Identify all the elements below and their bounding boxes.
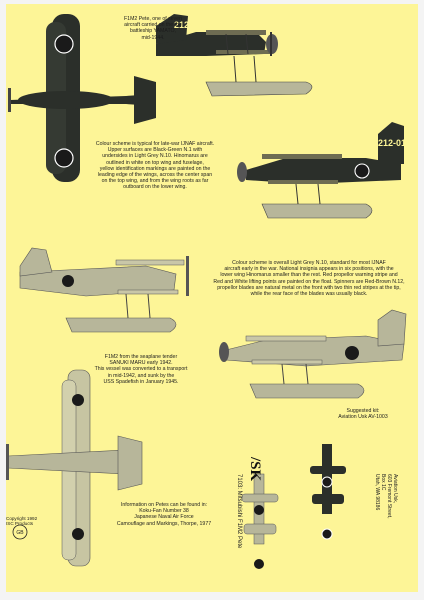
caption-suggested-kit: Suggested kit: Aviation Usk AV-1003 — [338, 408, 388, 421]
tail-code-2: 212-01 — [378, 138, 407, 148]
decal-sheet — [6, 4, 418, 592]
product-title-vertical: 7103: Mitsubishi F1M2 Pete — [236, 474, 242, 549]
front-view-dark — [310, 444, 346, 539]
gb-logo-text: GB — [16, 530, 24, 536]
copyright: Copyright 1992 ISC Products — [6, 516, 38, 527]
side-view-dark-2 — [237, 122, 407, 218]
plan-view-grey — [6, 370, 142, 566]
caption-lower-plan: F1M2 from the seaplane tender SANUKI MARU early 1942. This vessel was converted to a transport in mid-1942, and sunk by the USS Spadefish in January 1945. — [94, 354, 188, 385]
address-block: Aviation Usk, 603 Fremont Street, Box 1C Utah, WA 98186 — [374, 474, 398, 519]
side-view-grey-2 — [219, 310, 406, 398]
tail-code-1: 212-01 — [174, 20, 203, 30]
caption-info: Information on Petes can be found in: Koku-Fan Number 38 Japanese Naval Air Force Camouflage and Markings, Thorpe, 1977 — [116, 502, 212, 527]
caption-top-plan: F1M2 Pete, one of seven aircraft carried on the the battleship YAMATO, mid-1944. — [124, 16, 182, 41]
brand-logo: /SK — [247, 457, 263, 482]
gb-logo — [13, 525, 27, 539]
front-view-grey — [242, 474, 278, 569]
caption-colour-scheme-b: Colour scheme is overall Light Grey N.10, standard for most IJNAF aircraft early in the war. National insignia appears in six positions, with the lower wing Hinomarus smaller than the rest. Red propellor warning stripe and Red and White lifting points are painted on the float. Spinners are Red-Brown N.12, propellor blades are natural metal on the front with two thin red stripes at the tip, while the rear face of the blades was usually black. — [213, 260, 405, 298]
caption-colour-scheme-a: Colour scheme is typical for late-war IJNAF aircraft. Upper surfaces are Black-Green N.1 with undersides in Light Grey N.10. Hinomarus are outlined in white on top wing and fuselage, yellow identification markings are painted on the leading edge of the wings, across the center span on the top wing, and from the wing roots as far outboard on the lower wing. — [95, 141, 215, 191]
side-view-grey-1 — [20, 248, 189, 332]
